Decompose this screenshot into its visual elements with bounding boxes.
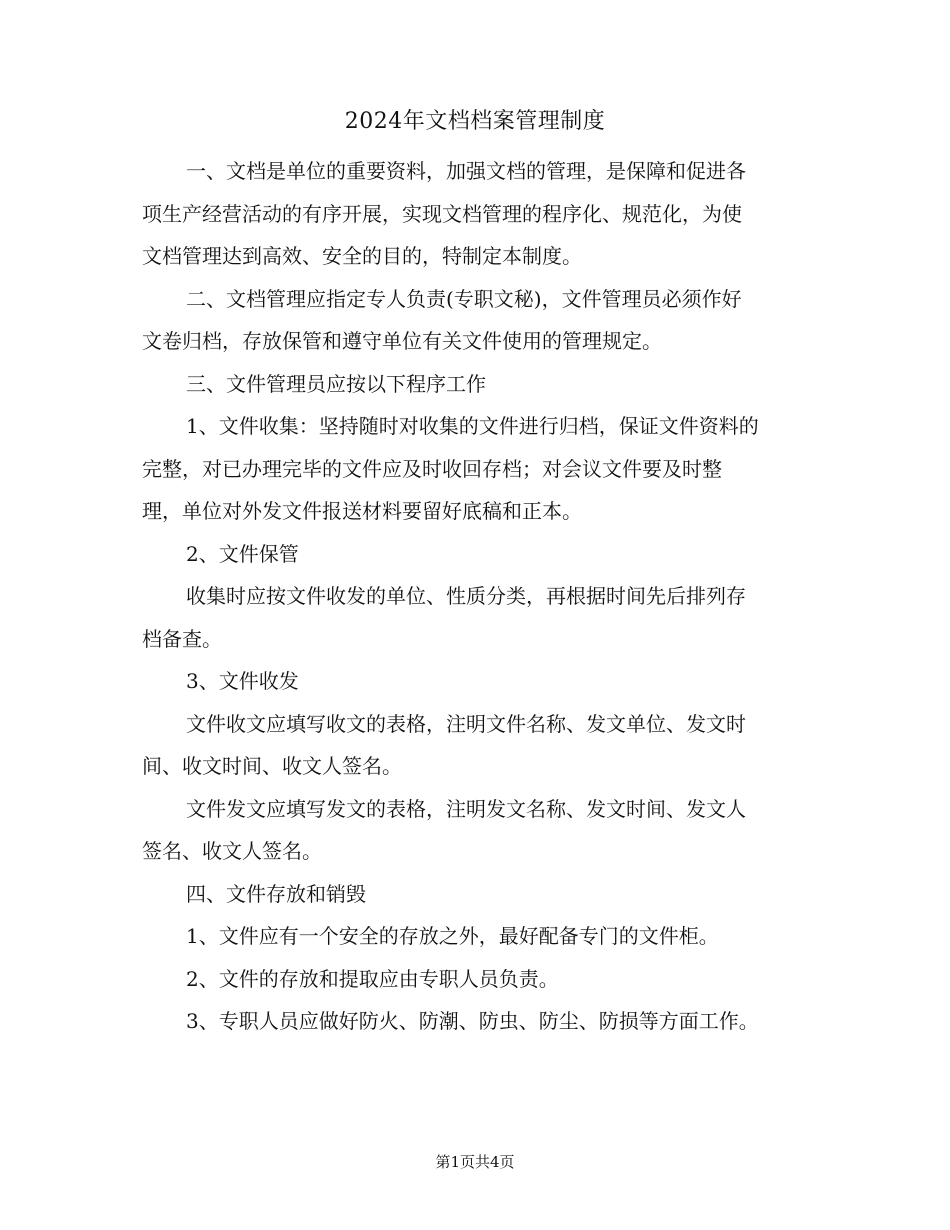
text-line: 文卷归档，存放保管和遵守单位有关文件使用的管理规定。 [142,329,662,353]
text-line: 3、文件收发 [186,669,299,693]
text-line: 二、文档管理应指定专人负责(专职文秘)，文件管理员必须作好 [186,286,742,311]
text-line: 完整，对已办理完毕的文件应及时收回存档；对会议文件要及时整 [142,456,722,481]
text-line: 3、专职人员应做好防火、防潮、防虫、防尘、防损等方面工作。 [186,1009,759,1033]
text-line: 一、文档是单位的重要资料，加强文档的管理，是保障和促进各 [186,159,746,183]
text-line: 理，单位对外发文件报送材料要留好底稿和正本。 [142,499,582,523]
text-line: 收集时应按文件收发的单位、性质分类，再根据时间先后排列存 [186,584,746,608]
text-line: 1、文件收集：坚持随时对收集的文件进行归档，保证文件资料的 [186,414,759,438]
text-line: 三、文件管理员应按以下程序工作 [186,371,486,396]
text-line: 项生产经营活动的有序开展，实现文档管理的程序化、规范化，为使 [142,201,742,226]
text-line: 文档管理达到高效、安全的目的，特制定本制度。 [142,244,582,268]
text-line: 间、收文时间、收文人签名。 [142,754,402,778]
text-line: 文件发文应填写发文的表格，注明发文名称、发文时间、发文人 [186,796,746,821]
page-number-footer: 第1页共4页 [435,1153,515,1171]
document-body [142,150,810,1043]
text-line: 文件收文应填写收文的表格，注明文件名称、发文单位、发文时 [186,711,746,736]
text-line: 2、文件保管 [186,541,299,566]
text-line: 档备查。 [142,626,222,651]
text-line: 2、文件的存放和提取应由专职人员负责。 [186,966,559,991]
text-line: 签名、收文人签名。 [142,839,322,863]
body-text [142,150,810,1043]
document-title: 2024年文档档案管理制度 [344,109,606,134]
text-line: 1、文件应有一个安全的存放之外，最好配备专门的文件柜。 [186,924,719,948]
text-line: 四、文件存放和销毁 [186,881,366,906]
